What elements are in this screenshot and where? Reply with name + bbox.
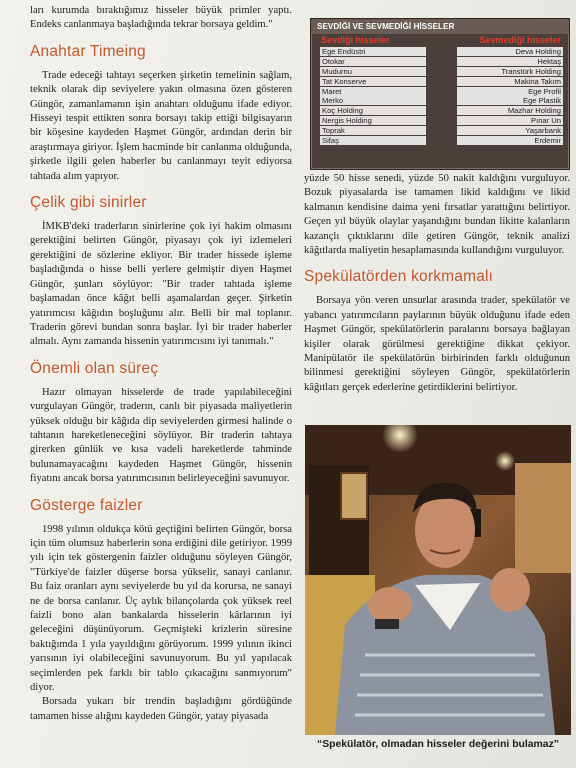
liked-stock-cell: Tat Konserve xyxy=(320,77,426,86)
section-heading-onemli-olan-surec: Önemli olan süreç xyxy=(30,359,159,377)
section-paragraph: 1998 yılının oldukça kötü geçtiğini belirten Güngör, borsa için tüm olumsuz haberlerin sona erdiğini dile getiriyor. 1999 yılı için tek göstergenin faizler olduğunu söyleyen Güngör, "Türkiye'de faizler düşerse borsa yükselir, sanayi canlanır. Bu faiz oranları aynı seviyelerde bu yıl da korursa, ne sanayi ne de borsa canlanır. Üç aylık bilançolarda çok yüksek reel faizli bono alan bankalarda hisselerin kârlarının iyi geleceğini düşünüyorum. Geçmişteki krizlerin süresine baktığımda 1 yıla yayıldığını görüyorum. 1999 yılının ikinci yarısının iyi olabileceğini savunuyorum. Bu yıl yapılacak seçimlerden pek farklı bir tablo çıkacağını sanmıyorum" diyor. xyxy=(30,523,292,694)
disliked-stock-cell: Mazhar Holding xyxy=(457,106,563,115)
section-paragraph: Hazır olmayan hisselerde de trade yapılabileceğini vurgulayan Güngör, traderın, canlı bir piyasada maliyetlerin yüksek olduğu bir kâğıda dip seviyelerden girmesi halinde o tahtanın hareketleneceğini söylüyor. Bir traderin tahtaya girerken günlük ve kısa vadeli hareketlerde tahminde bulunamayacağını kaydeden Haşmet Güngör, hissenin fiyatını ancak borsa yatırımcısının belirleyeceğini savunuyor. xyxy=(30,386,292,485)
liked-stock-cell: Nergis Holding xyxy=(320,116,426,125)
disliked-stock-cell: Hektaş xyxy=(457,57,563,66)
section-heading-gosterge-faizler: Gösterge faizler xyxy=(30,496,143,514)
disliked-stock-cell: Transtürk Holding xyxy=(457,67,563,76)
portrait-illustration xyxy=(305,425,571,735)
disliked-stock-cell: Deva Holding xyxy=(457,47,563,56)
liked-stock-cell: Merko xyxy=(320,96,426,105)
disliked-stock-cell: Ege Plastik xyxy=(457,96,563,105)
liked-stock-cell: Mudurnu xyxy=(320,67,426,76)
disliked-stock-cell: Ege Profil xyxy=(457,87,563,96)
liked-stock-cell: Sifaş xyxy=(320,136,426,145)
section-paragraph: Borsada yukarı bir trendin başladığını gördüğünde tamamen hisse alığını kaydeden Güngör, yatay piyasada xyxy=(30,696,292,722)
photo-caption: “Spekülatör, olmadan hisseler değerini bulamaz” xyxy=(317,739,559,750)
section-heading-anahtar-timeing: Anahtar Timeing xyxy=(30,42,146,60)
table-header-liked: Sevdiği hisseler xyxy=(321,35,390,45)
section-paragraph: İMKB'deki traderların sinirlerine çok iyi hakim olmasını gerektiğini belirten Güngör, piyasayı çok iyi izlemeleri gerektiğini de sözlerine ekliyor. Bir trader hissede işleme başladığında o hisse belli yerlere gelmiştir diyen Haşmet Güngör, şunları söylüyor: "Bir trader tahtada işleme başlamadan önce kâğıt belli aşamalardan geçer. Şirketin yatırımcısı kâğıdın boşluğunu alır. Belli bir mal toplanır. Traderin görevi bundan sonra başlar. İyi bir trader haberler almalı. Aynı zamanda hissenin yatırımcısını iyi tanımalı." xyxy=(30,221,292,348)
right-continuation: yüzde 50 hisse senedi, yüzde 50 nakit kaldığını vurguluyor. Bozuk piyasalarda ise tamamen likid kaldığını ve likid kalmanın kendisine daima yeni fırsatlar yarattığını belirtiyor. Geçen yıl büyük olaylar yaşandığını bundan likitte kalanların kazançlı çıktıklarını dile getiren Güngör, teknik analizi kâğıtlarda maliyetin hesaplamasında kullandığını vurguluyor. xyxy=(304,173,570,257)
table-header-disliked: Sevmediği hisseler xyxy=(479,35,561,45)
portrait-photo xyxy=(305,425,571,735)
intro-fragment: ları kurumda bıraktığımız hisseler büyük primler yaptı. Endeks canlanmaya başladığında tekrar borsaya geldim." xyxy=(30,5,292,31)
disliked-stock-cell: Yaşarbank xyxy=(457,126,563,135)
section-paragraph: Trade edeceği tahtayı seçerken şirketin temelinin sağlam, teknik olarak dip seviyelere yakın olmasına özen gösteren Güngör, zamanlamanın işin anahtarı olduğunu ifade ediyor. Hisseyi tespit ettikten sonra borsayı takip ettiği bilgisayarın bir köşesine kaydeden Haşmet Güngör, ardından derin bir araştırmaya giriyor. İşlem hacminde bir canlanma olduğunda, şirketle ilgili gelen haberler bu canlanmayı teyit ediyorsa tahtada alım yapıyor. xyxy=(30,69,292,182)
liked-stock-cell: Koç Holding xyxy=(320,106,426,115)
liked-stock-cell: Ege Endüstri xyxy=(320,47,426,56)
liked-stock-cell: Maret xyxy=(320,87,426,96)
section-heading-celik-gibi-sinirler: Çelik gibi sinirler xyxy=(30,194,147,212)
left-column xyxy=(30,0,292,724)
disliked-stock-cell: Pınar Un xyxy=(457,116,563,125)
liked-stock-cell: Toprak xyxy=(320,126,426,135)
right-column xyxy=(304,0,570,395)
table-title: SEVDİĞİ VE SEVMEDİĞİ HİSSELER xyxy=(311,19,569,34)
section-paragraph: Borsaya yön veren unsurlar arasında trader, spekülatör ve yabancı yatırımcıların paylarının büyük olduğunu ifade eden Haşmet Güngör, spekülatörlerin paralarını borsaya bağlayan kişiler olarak görülmesi gerektiğine dikkat çekiyor. Manipülatör ile spekülatörün birbirinden farklı olduğunun bilinmesi gerektiğini söyleyen Güngör, spekülatörlerin kâğıtları gerçek ederlerine getirdiklerini belirtiyor. xyxy=(304,295,570,393)
disliked-stock-cell: Erdemir xyxy=(457,136,563,145)
section-heading-spekulatorden-korkmamali: Spekülatörden korkmamalı xyxy=(304,268,494,286)
liked-stock-cell: Otokar xyxy=(320,57,426,66)
disliked-stock-cell: Makina Takım xyxy=(457,77,563,86)
